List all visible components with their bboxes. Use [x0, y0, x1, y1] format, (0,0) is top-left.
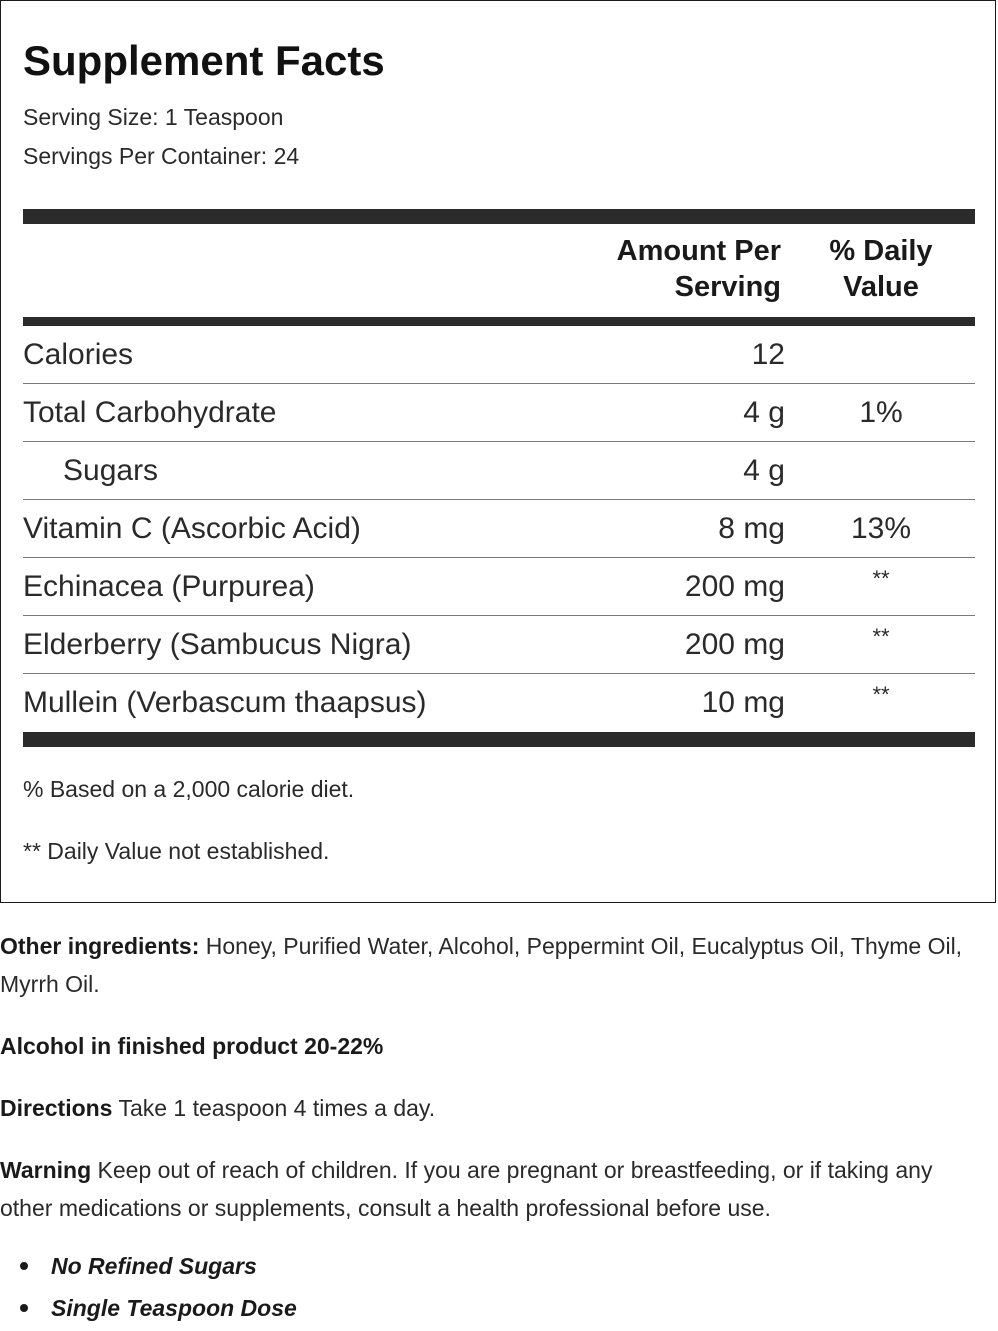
nutrient-name: Vitamin C (Ascorbic Acid): [23, 512, 361, 545]
nutrient-amount: 200 mg: [684, 570, 785, 603]
thick-divider-header: [23, 317, 975, 326]
ingredients-label: Other ingredients:: [0, 933, 200, 959]
nutrient-daily-value: 13%: [850, 512, 912, 545]
nutrient-name: Total Carbohydrate: [23, 396, 277, 429]
facts-title: Supplement Facts: [23, 37, 385, 84]
nutrient-amount: 4 g: [743, 396, 785, 429]
warning-label: Warning: [0, 1157, 92, 1183]
table-row: [23, 384, 975, 442]
nutrient-daily-value: **: [872, 682, 890, 707]
nutrient-amount: 8 mg: [718, 512, 785, 545]
warning-text: Keep out of reach of children. If you are pregnant or breastfeeding, or if taking any other medications or supplements, consult a health professional before use.: [0, 1157, 933, 1221]
warning: [0, 1151, 990, 1227]
table-row: [23, 674, 975, 732]
list-item: [0, 1289, 990, 1331]
nutrient-amount: 10 mg: [701, 686, 785, 719]
feature-list: [0, 1247, 990, 1331]
table-row: [23, 616, 975, 674]
nutrient-name: Calories: [23, 338, 134, 371]
list-item-text: No Refined Sugars: [51, 1253, 257, 1279]
nutrient-amount: 4 g: [743, 454, 785, 487]
nutrient-name: Sugars: [63, 454, 159, 487]
directions-label: Directions: [0, 1095, 113, 1121]
bullet-icon: [20, 1304, 28, 1312]
nutrient-amount: 200 mg: [684, 628, 785, 661]
alcohol-text: Alcohol in finished product 20-22%: [0, 1033, 384, 1059]
thick-divider-top: [23, 209, 975, 224]
table-row: [23, 442, 975, 500]
thick-divider-bottom: [23, 732, 975, 747]
ingredients-text: Honey, Purified Water, Alcohol, Peppermint Oil, Eucalyptus Oil, Thyme Oil, Myrrh Oil.: [0, 933, 963, 997]
table-row: [23, 500, 975, 558]
table-row: [23, 326, 975, 384]
nutrient-daily-value: **: [872, 624, 890, 649]
other-ingredients: [0, 927, 990, 1003]
header-daily-value: % Daily Value: [829, 235, 933, 303]
nutrient-name: Mullein (Verbascum thaapsus): [23, 686, 427, 719]
list-item-text: Single Teaspoon Dose: [51, 1295, 297, 1321]
nutrient-amount: 12: [751, 338, 785, 371]
footnote-daily-value: % Based on a 2,000 calorie diet.: [23, 776, 355, 802]
directions-text: Take 1 teaspoon 4 times a day.: [112, 1095, 436, 1121]
nutrient-daily-value: 1%: [859, 396, 903, 429]
header-amount-per-serving: Amount Per Serving: [616, 235, 781, 303]
bullet-icon: [20, 1262, 28, 1270]
footnote-not-established: ** Daily Value not established.: [23, 838, 330, 864]
table-row: [23, 558, 975, 616]
list-item: [0, 1247, 990, 1289]
servings-per-container: Servings Per Container: 24: [23, 143, 300, 169]
nutrient-name: Elderberry (Sambucus Nigra): [23, 628, 412, 661]
directions: [0, 1089, 990, 1127]
serving-size: Serving Size: 1 Teaspoon: [23, 104, 284, 130]
nutrient-name: Echinacea (Purpurea): [23, 570, 315, 603]
nutrient-daily-value: **: [872, 566, 890, 591]
alcohol-content: [0, 1027, 990, 1065]
